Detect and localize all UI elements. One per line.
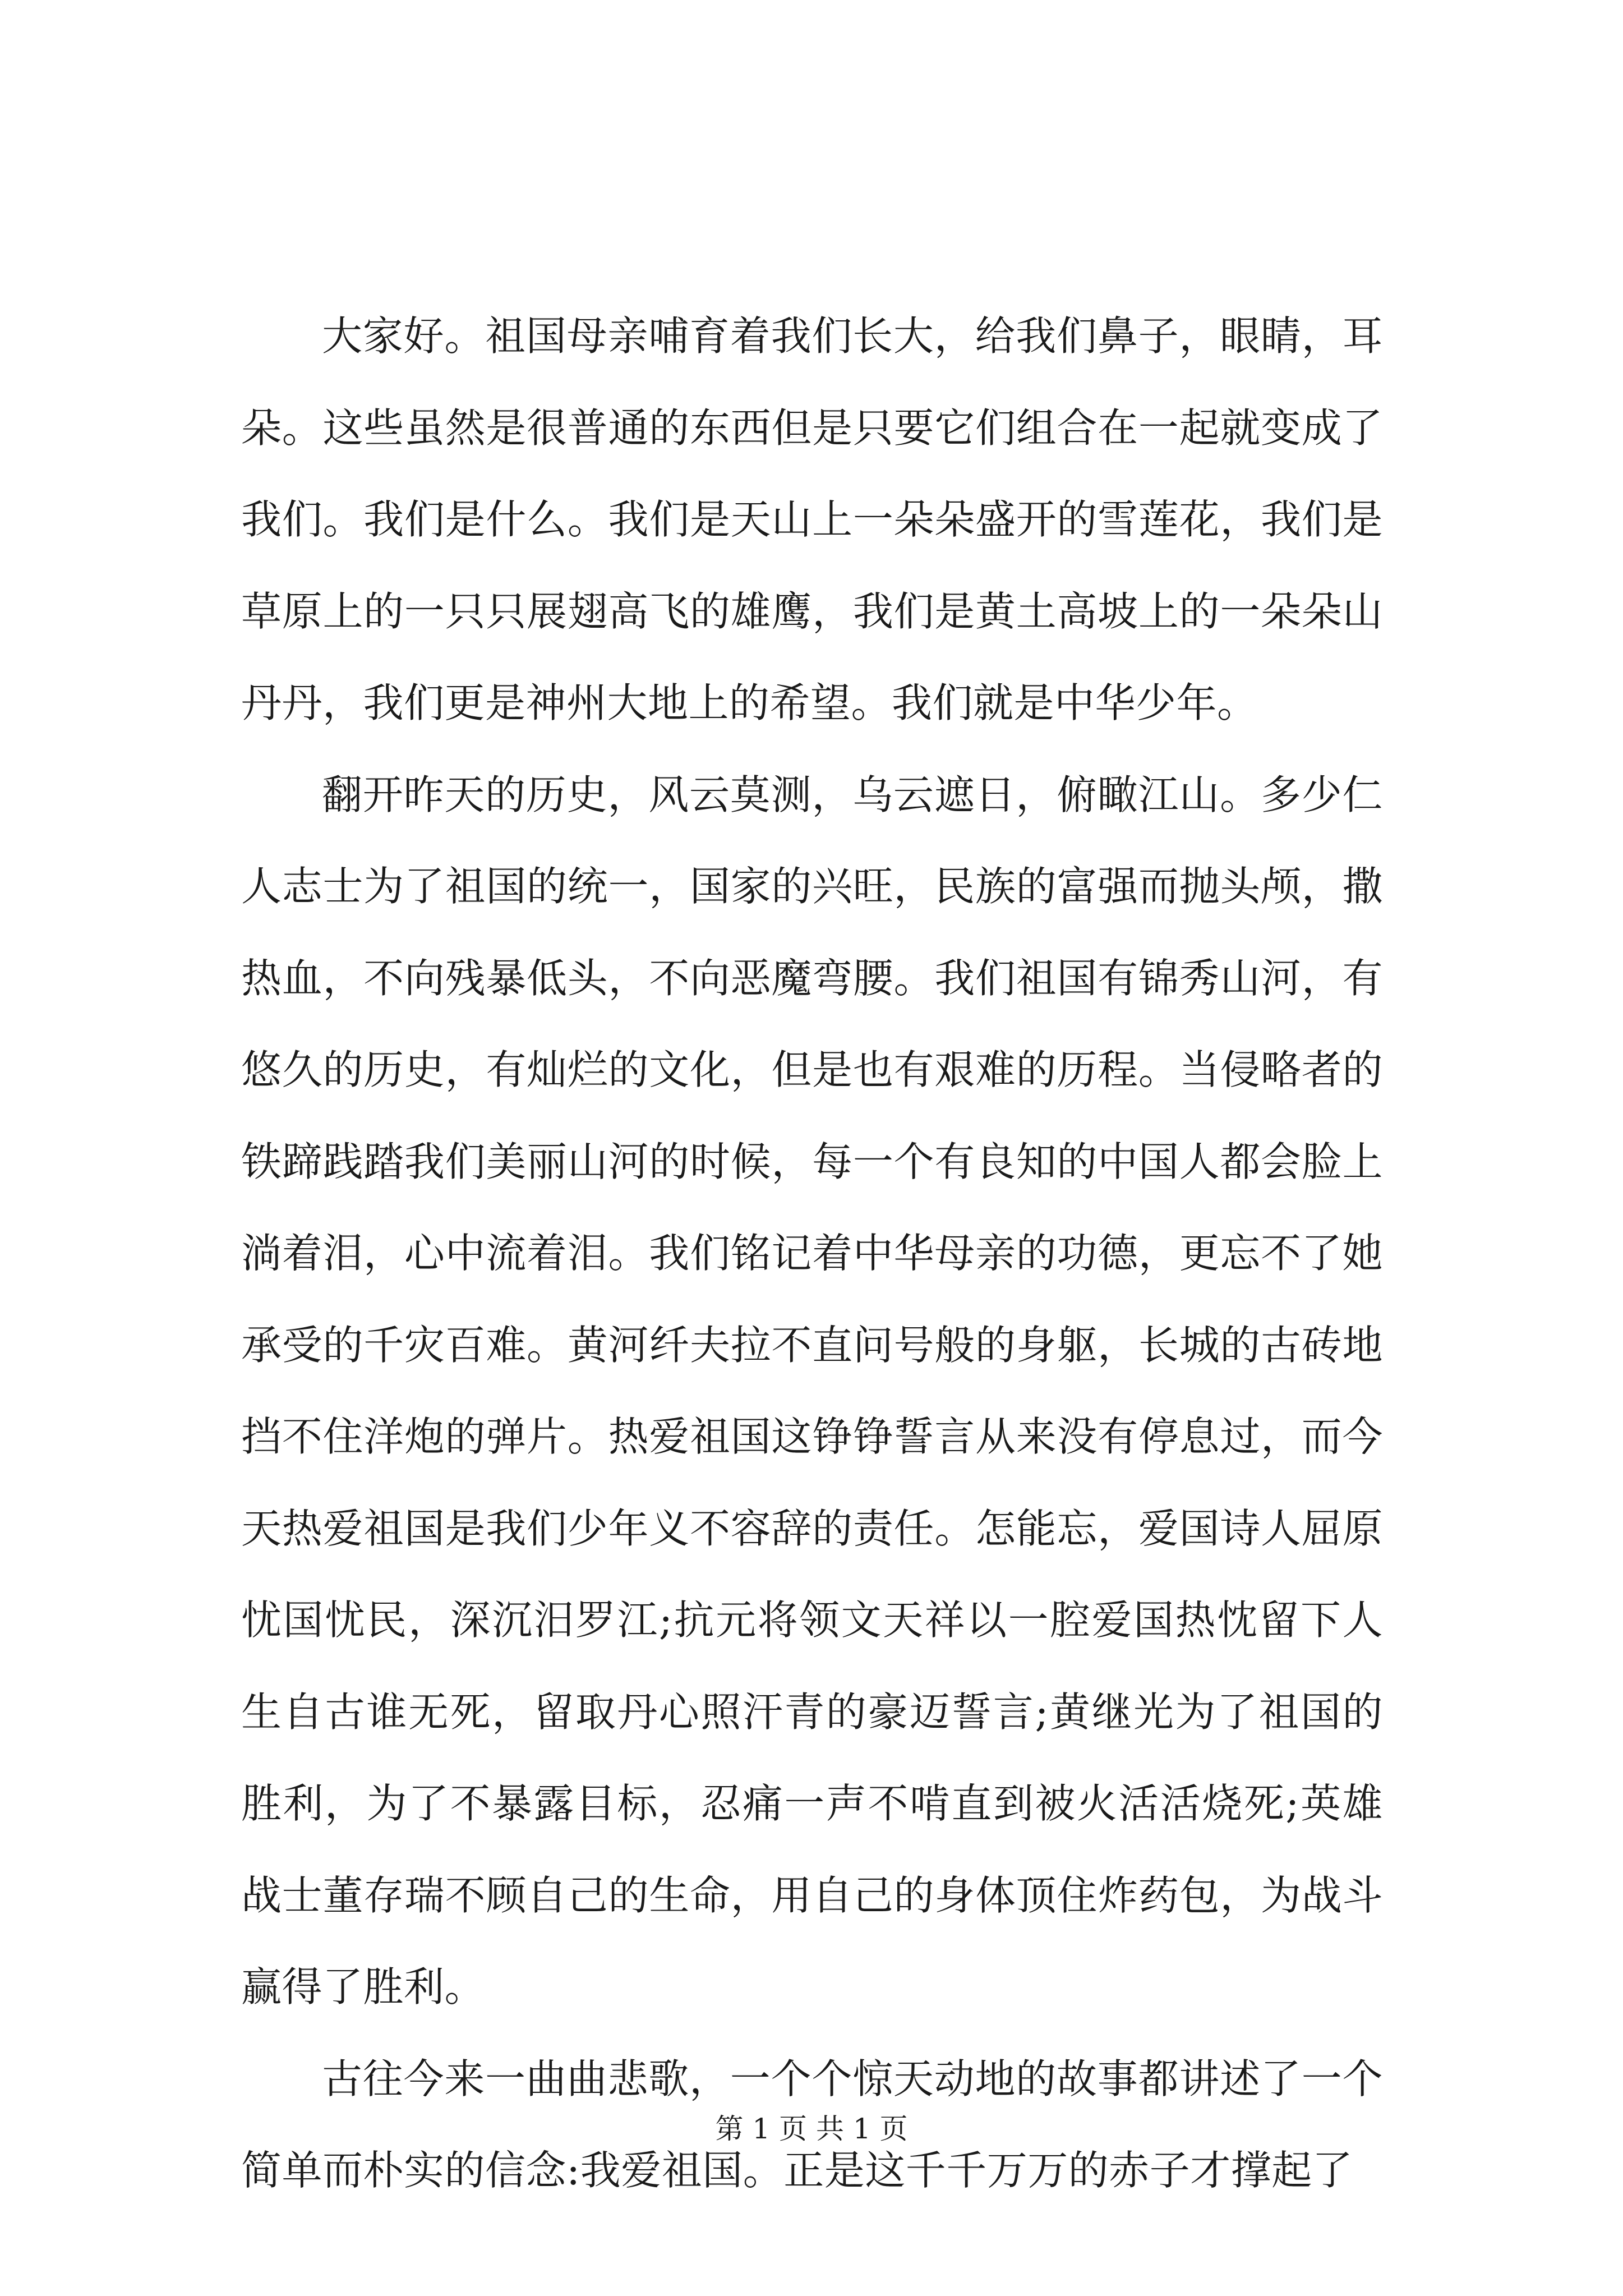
paragraph-2: 翻开昨天的历史，风云莫测，乌云遮日，俯瞰江山。多少仁人志士为了祖国的统一，国家的兴旺，民族的富强而抛头颅，撒热血，不向残暴低头，不向恶魔弯腰。我们祖国有锦秀山河，有悠久的历史，有灿烂的文化，但是也有艰难的历程。当侵略者的铁蹄践踏我们美丽山河的时候，每一个有良知的中国人都会脸上淌着泪，心中流着泪。我们铭记着中华母亲的功德，更忘不了她承受的千灾百难。黄河纤夫拉不直问号般的身躯，长城的古砖地挡不住洋炮的弹片。热爱祖国这铮铮誓言从来没有停息过，而今天热爱祖国是我们少年义不容辞的责任。怎能忘，爱国诗人屈原忧国忧民，深沉汨罗江;抗元将领文天祥以一腔爱国热忱留下人生自古谁无死，留取丹心照汗青的豪迈誓言;黄继光为了祖国的胜利，为了不暴露目标，忍痛一声不啃直到被火活活烧死;英雄战士董存瑞不顾自己的生命，用自己的身体顶住炸药包，为战斗赢得了胜利。 bbox=[241, 771, 1383, 2010]
document-body bbox=[241, 291, 1383, 2217]
page-footer: 第 1 页 共 1 页 bbox=[715, 2113, 908, 2145]
paragraph-3: 古往今来一曲曲悲歌，一个个惊天动地的故事都讲述了一个简单而朴实的信念:我爱祖国。正是这千千万万的赤子才撑起了 bbox=[241, 2055, 1383, 2194]
paragraph-1: 大家好。祖国母亲哺育着我们长大，给我们鼻子，眼睛，耳朵。这些虽然是很普通的东西但是只要它们组合在一起就变成了我们。我们是什么。我们是天山上一朵朵盛开的雪莲花，我们是草原上的一只只展翅高飞的雄鹰，我们是黄土高坡上的一朵朵山丹丹，我们更是神州大地上的希望。我们就是中华少年。 bbox=[241, 312, 1383, 726]
